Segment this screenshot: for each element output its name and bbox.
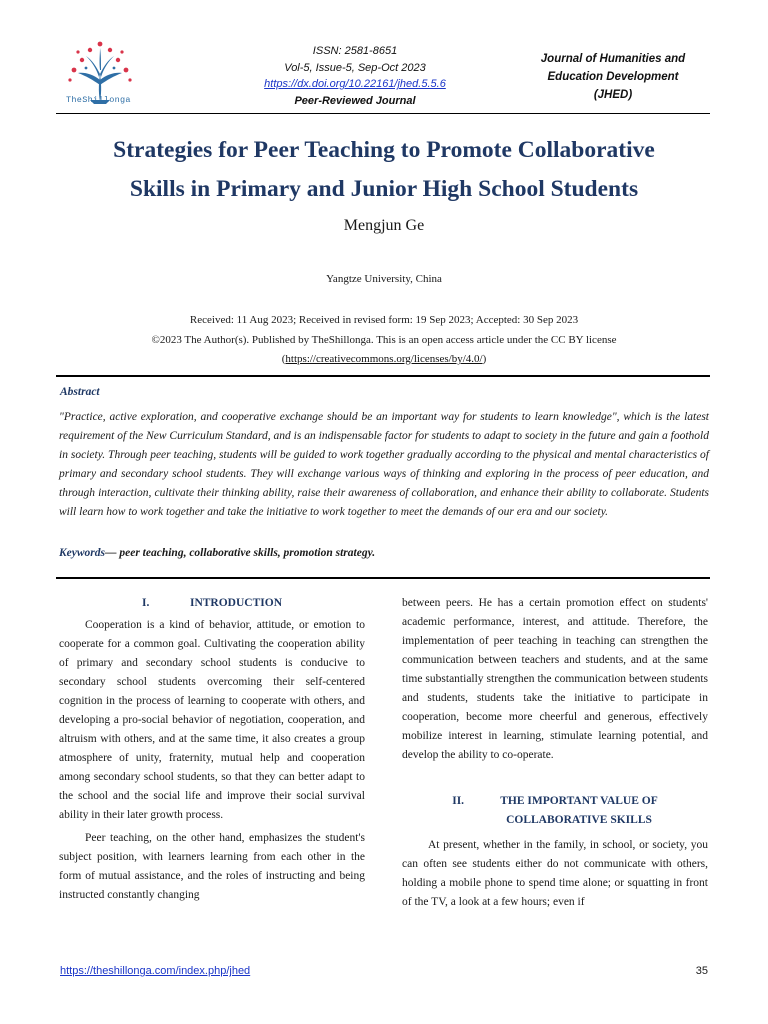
section-title: INTRODUCTION (189, 597, 282, 609)
affiliation: Yangtze University, China (326, 273, 442, 285)
footer-journal-link[interactable]: https://theshillonga.com/index.php/jhed (60, 965, 251, 977)
header-divider (56, 113, 710, 114)
journal-meta (250, 43, 460, 109)
left-column (59, 594, 365, 905)
copyright-line: ©2023 The Author(s). Published by TheShillonga. This is an open access article under the CC BY license (151, 333, 617, 346)
paragraph: between peers. He has a certain promotion effect on students' academic performance, interest, and attitude. Therefore, the implementation of peer teaching in teaching can strengthen the communication between teachers and students, and at the same time substantially strengthen the communication between students and students, students take the initiative to participate in cooperation, become more cheerful and generous, effectively mobilize interest in learning, stimulate learning potential, and develop the ability to co-operate. (402, 597, 708, 761)
page-number: 35 (695, 965, 708, 977)
license-link[interactable]: https://creativecommons.org/licenses/by/4.0/ (285, 353, 483, 365)
section-heading-collaborative-skills (402, 792, 708, 830)
abstract-bottom-divider (56, 577, 710, 579)
journal-abbr: (JHED) (593, 89, 633, 101)
title-line2: Skills in Primary and Junior High School Students (129, 176, 639, 202)
journal-name-line2: Education Development (547, 71, 679, 83)
abstract-heading: Abstract (60, 386, 100, 398)
journal-name-line1: Journal of Humanities and (540, 53, 686, 65)
issn: ISSN: 2581-8651 (312, 45, 398, 57)
section-heading-introduction (59, 594, 365, 613)
doi-link[interactable]: https://dx.doi.org/10.22161/jhed.5.5.6 (264, 78, 446, 91)
section-title-line1: THE IMPORTANT VALUE OF (500, 795, 658, 807)
section-number: I. (141, 597, 150, 609)
section-title-line2: COLLABORATIVE SKILLS (506, 814, 652, 826)
title-line1: Strategies for Peer Teaching to Promote Collaborative (113, 137, 655, 163)
volume-issue: Vol-5, Issue-5, Sep-Oct 2023 (284, 61, 426, 74)
article-history (60, 311, 708, 370)
author-name: Mengjun Ge (343, 217, 425, 234)
dates-line: Received: 11 Aug 2023; Received in revised form: 19 Sep 2023; Accepted: 30 Sep 2023 (189, 314, 579, 326)
paragraph: Peer teaching, on the other hand, emphasizes the student's subject position, with learners learning from each other in the form of mutual assistance, and the roles of instructing and being instructed constantly changing (59, 832, 365, 901)
logo-text: TheShillonga (66, 95, 131, 105)
journal-name (528, 50, 698, 104)
paragraph: At present, whether in the family, in school, or society, you can often see students either do not communicate with others, holding a mobile phone to spend time alone; or squatting in front of the TV, a look at a few hours; even if (402, 839, 708, 908)
section-number: II. (452, 795, 465, 807)
paragraph: Cooperation is a kind of behavior, attitude, or emotion to cooperate for a common goal. Cultivating the cooperation ability of primary and secondary school students is conducive to secondary school students overcoming their self-centered cognition in the process of learning to cooperate with others, and developing a pro-social behavior of negotiation, cooperation, and altruism with others, and at the same time, it also creates a group atmosphere of unity, fraternity, mutual help and cooperation among secondary school students, so that they can better adapt to the school and the social life and improve their social survival ability in their later growth process. (59, 619, 365, 821)
license-line: (https://creativecommons.org/licenses/by/4.0/) (281, 353, 487, 365)
keywords (59, 547, 375, 559)
right-column (402, 594, 708, 912)
article-title (60, 131, 708, 209)
keywords-label: Keywords (59, 547, 105, 559)
peer-reviewed-label: Peer-Reviewed Journal (294, 94, 416, 107)
abstract-top-divider (56, 375, 710, 377)
keywords-list: — peer teaching, collaborative skills, promotion strategy. (105, 547, 376, 559)
abstract-text: "Practice, active exploration, and cooperative exchange should be an important way for students to learn knowledge", which is the latest requirement of the New Curriculum Standard, and is an indispensable factor for students to adapt to society in the future and gain a foothold in society. Through peer teaching, students will be guided to work together gradually according to the physical and mental characteristics of primary and secondary school students. They will exchange various ways of thinking and exploring in the process of peer education, and through interaction, cultivate their thinking ability, raise their awareness of collaboration, and enhance their ability to collaborate. Students will learn how to work together and take the initiative to work together to meet the demands of our era and our society. (59, 411, 709, 518)
